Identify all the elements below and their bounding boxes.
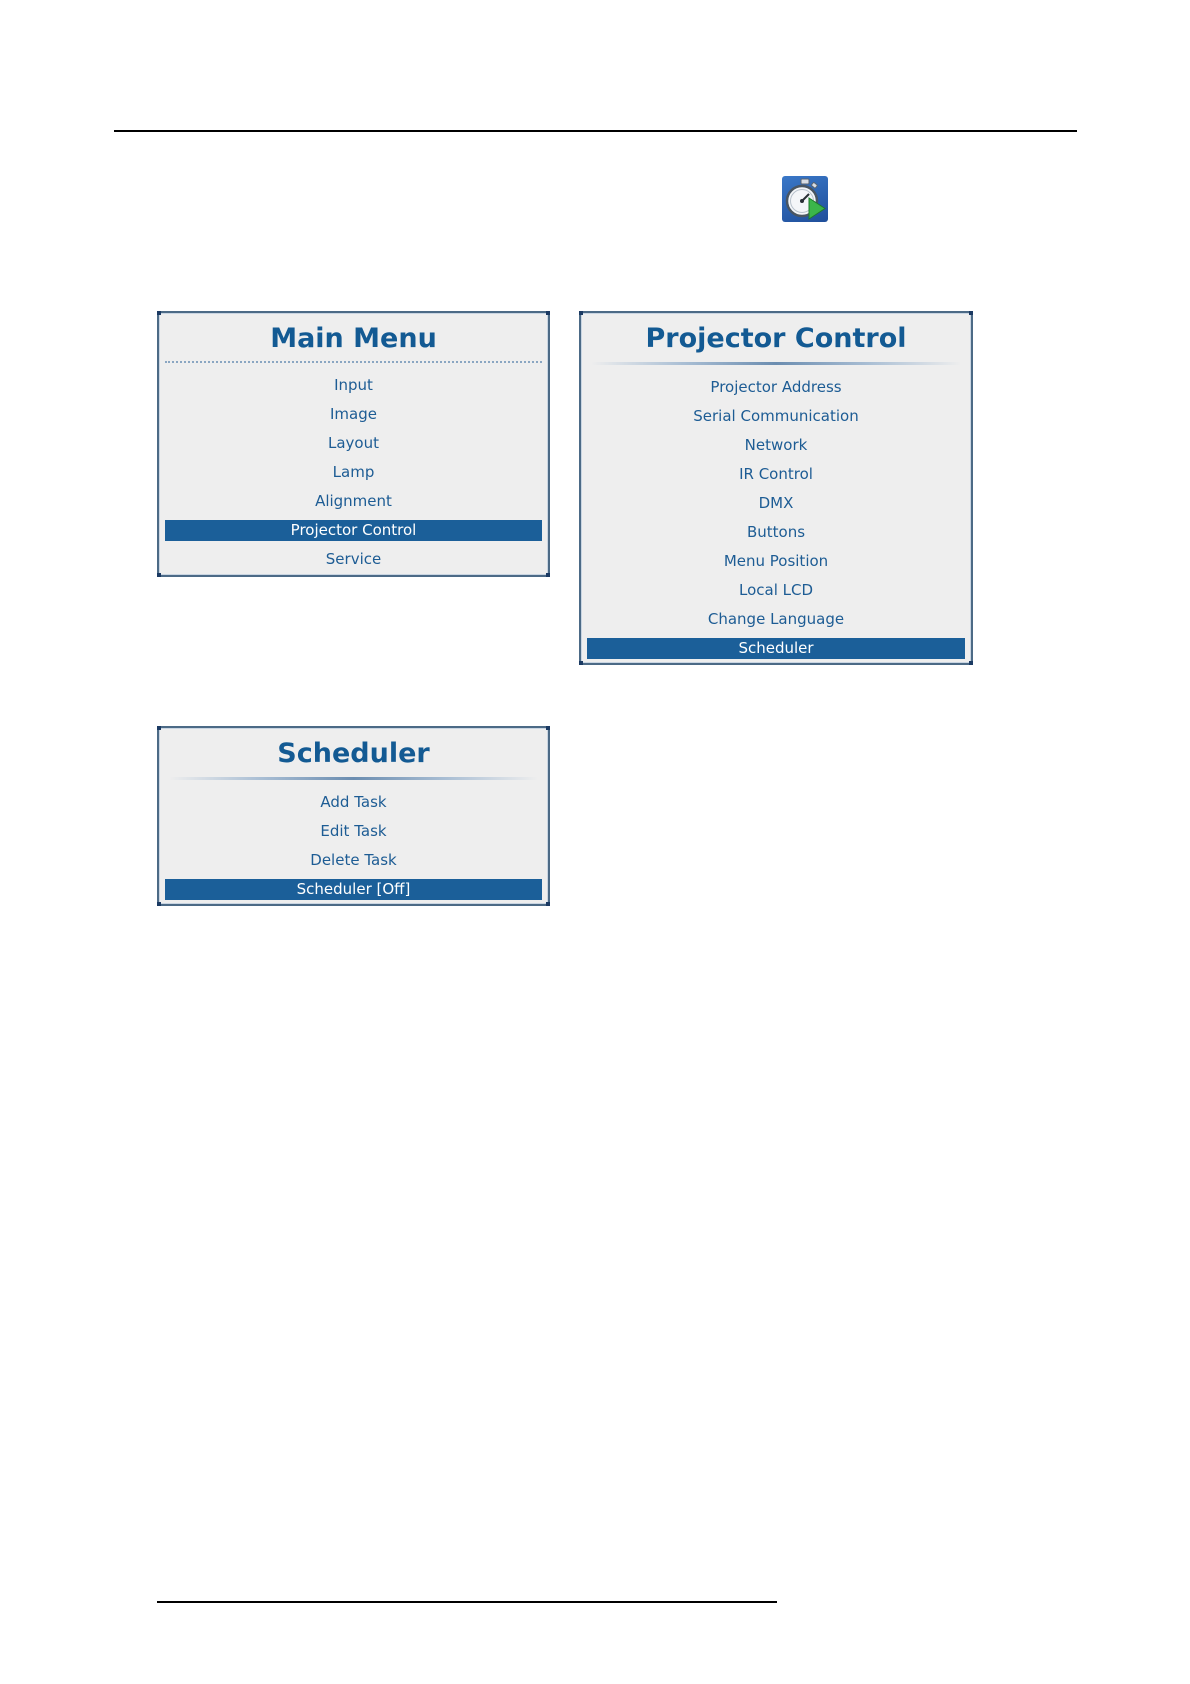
menu-item-add-task[interactable]: Add Task [320,793,387,811]
menu-item-input[interactable]: Input [334,376,373,394]
menu-item-delete-task[interactable]: Delete Task [310,851,397,869]
menu-item-projector-control[interactable]: Projector Control [165,520,542,541]
menu-item-image[interactable]: Image [330,405,377,423]
title-separator [169,777,538,780]
menu-item-network[interactable]: Network [744,436,808,454]
projector-control-title: Projector Control [645,323,907,354]
menu-item-alignment[interactable]: Alignment [315,492,392,510]
menu-item-buttons[interactable]: Buttons [746,523,806,541]
menu-item-local-lcd[interactable]: Local LCD [738,581,814,599]
scheduler-panel [157,726,550,906]
menu-item-change-language[interactable]: Change Language [707,610,845,628]
menu-item-lamp[interactable]: Lamp [332,463,375,481]
main-menu-list [159,371,548,574]
menu-item-layout[interactable]: Layout [328,434,379,452]
menu-item-menu-position[interactable]: Menu Position [723,552,829,570]
scheduler-title: Scheduler [277,738,430,769]
projector-control-list [581,373,971,659]
menu-item-projector-address[interactable]: Projector Address [710,378,842,396]
main-menu-panel [157,311,550,577]
menu-item-serial-communication[interactable]: Serial Communication [693,407,859,425]
menu-item-scheduler[interactable]: Scheduler [587,638,965,659]
scheduler-list [159,788,548,900]
main-menu-title: Main Menu [270,323,437,354]
menu-item-scheduler-toggle[interactable]: Scheduler [Off] [165,879,542,900]
menu-item-ir-control[interactable]: IR Control [739,465,813,483]
title-separator [591,362,961,365]
stopwatch-icon [782,176,828,222]
menu-item-dmx[interactable]: DMX [758,494,794,512]
title-separator [165,361,542,363]
footer-rule [157,1601,777,1603]
header-rule [114,130,1077,132]
menu-item-service[interactable]: Service [325,550,382,568]
menu-item-edit-task[interactable]: Edit Task [320,822,387,840]
projector-control-panel [579,311,973,665]
